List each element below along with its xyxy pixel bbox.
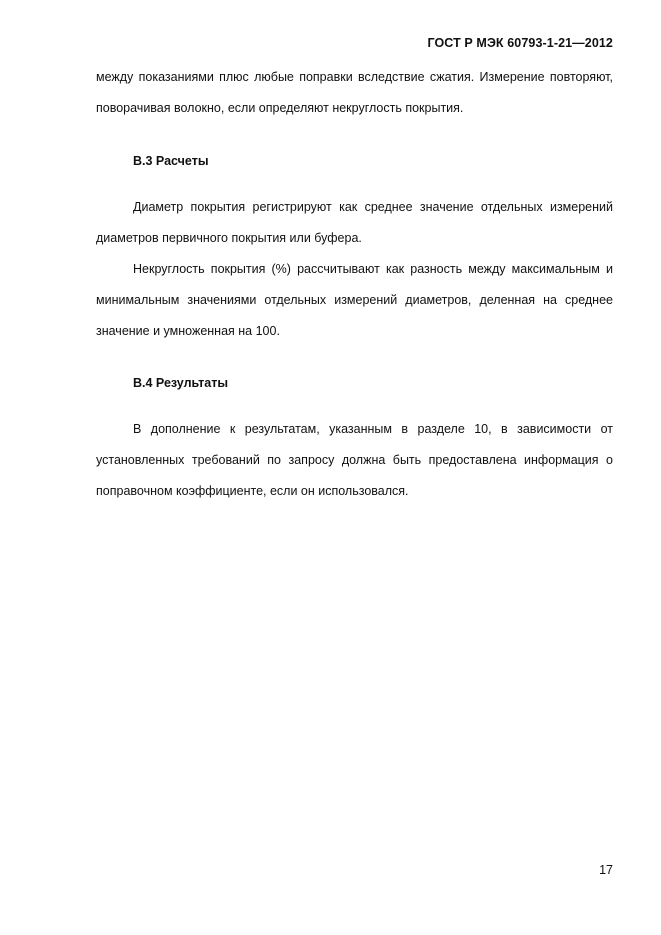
page-number: 17 — [599, 863, 613, 877]
section-b3 — [96, 146, 613, 177]
paragraph-continued: между показаниями плюс любые поправки вследствие сжатия. Измерение повторяют, поворачивая волокно, если определяют некруглость покрытия. — [96, 70, 613, 115]
section-b3-paragraph-2: Некруглость покрытия (%) рассчитывают как разность между максимальным и минимальным значениями отдельных измерений диаметров, деленная на среднее значение и умноженная на 100. — [96, 262, 613, 338]
text-block-1 — [96, 62, 613, 124]
section-b3-title: В.3 Расчеты — [133, 154, 209, 168]
section-b3-body — [96, 192, 613, 347]
section-b4-paragraph-1: В дополнение к результатам, указанным в разделе 10, в зависимости от установленных требований по запросу должна быть предоставлена информация о поправочном коэффициенте, если он использовался. — [96, 422, 613, 498]
section-b4 — [96, 368, 613, 399]
section-b3-paragraph-1: Диаметр покрытия регистрируют как среднее значение отдельных измерений диаметров первичного покрытия или буфера. — [96, 200, 613, 245]
section-b4-title: В.4 Результаты — [133, 376, 228, 390]
section-b4-body — [96, 414, 613, 507]
document-header: ГОСТ Р МЭК 60793-1-21—2012 — [427, 36, 613, 50]
